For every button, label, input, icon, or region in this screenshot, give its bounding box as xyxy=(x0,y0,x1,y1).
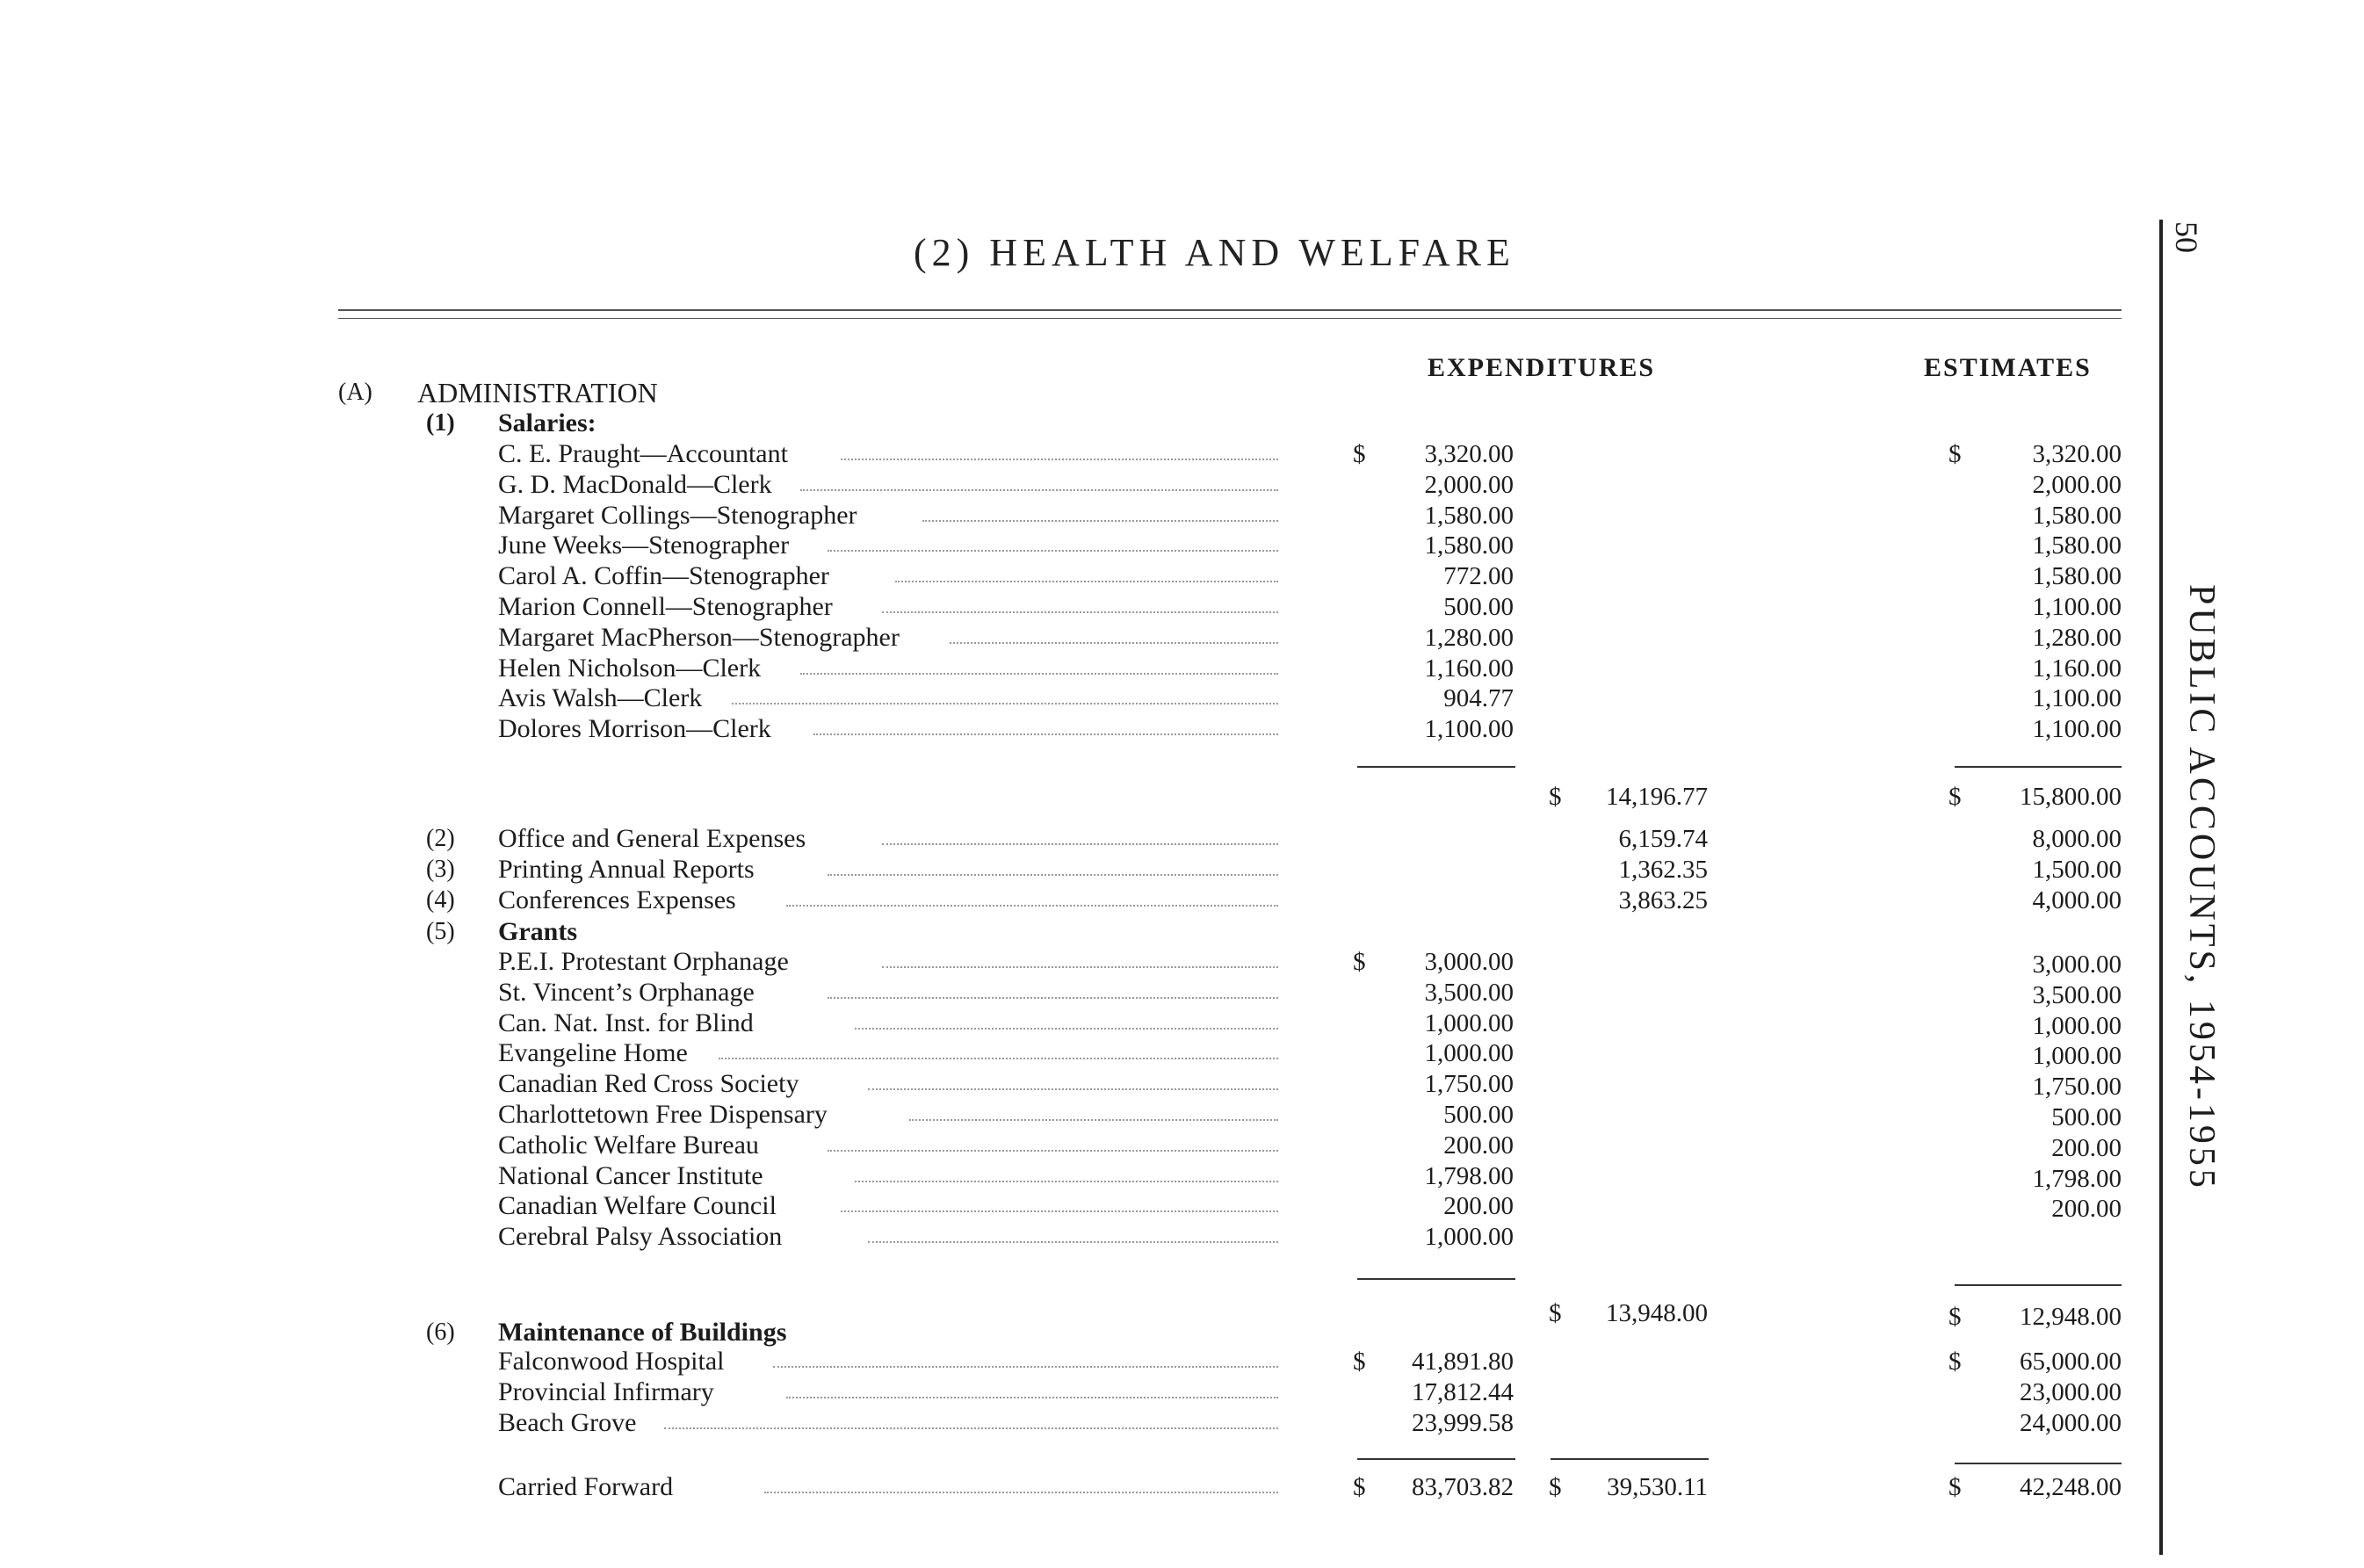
estimate-cell xyxy=(0,1225,2364,1254)
salaries-header xyxy=(0,408,2364,438)
estimate-amount: 3,000.00 xyxy=(2032,950,2122,979)
estimate-cell xyxy=(0,1194,2364,1224)
expenditure-amount: 2,000.00 xyxy=(1424,470,1514,499)
expenditure-amount: 200.00 xyxy=(1443,1192,1514,1221)
salaries-total-exp: 14,196.77 xyxy=(1606,783,1708,811)
estimate-amount: 1,100.00 xyxy=(2032,715,2122,744)
salaries-total-est: 15,800.00 xyxy=(2020,783,2122,811)
item-label: Printing Annual Reports xyxy=(498,855,755,884)
expenditure-amount: 500.00 xyxy=(1443,1101,1514,1129)
estimate-amount: 4,000.00 xyxy=(2032,886,2122,914)
item-label: Salaries: xyxy=(498,408,596,437)
item-code: (2) xyxy=(426,825,455,852)
item-label: Maintenance of Buildings xyxy=(498,1318,787,1347)
expenditure-amount: 1,000.00 xyxy=(1424,1008,1514,1037)
expenditure-amount: 1,798.00 xyxy=(1424,1161,1514,1190)
estimate-cell xyxy=(0,977,2364,1010)
carried-forward-label: Carried Forward xyxy=(498,1472,674,1501)
item-code: (3) xyxy=(426,856,455,883)
item-code: (4) xyxy=(426,886,455,914)
maintenance-header xyxy=(0,1318,2364,1348)
carried-forward-row xyxy=(0,1472,2364,1502)
item-label: Conferences Expenses xyxy=(498,885,736,914)
leader-dots xyxy=(786,905,1278,907)
page-title: (2) HEALTH AND WELFARE xyxy=(914,231,1515,274)
estimate-amount: 1,000.00 xyxy=(2032,1042,2122,1071)
estimate-amount: 1,160.00 xyxy=(2032,654,2122,683)
dollar-sign: $ xyxy=(1948,440,1962,468)
estimate-cell xyxy=(0,950,2364,979)
leader-dots xyxy=(800,673,1278,675)
section-header xyxy=(0,378,2364,408)
expenditure-amount: 1,000.00 xyxy=(1424,1039,1514,1068)
estimate-amount: 2,000.00 xyxy=(2032,470,2122,499)
leader-dots xyxy=(786,1397,1278,1398)
item-label: June Weeks—Stenographer xyxy=(498,531,790,560)
side-title: PUBLIC ACCOUNTS, 1954-1955 xyxy=(2181,584,2222,1191)
estimate-amount: 1,798.00 xyxy=(2032,1164,2122,1193)
title-rule-2 xyxy=(338,318,2122,319)
subtotal-rule-est xyxy=(1955,1463,2122,1464)
leader-dots xyxy=(813,733,1278,735)
item-label: Falconwood Hospital xyxy=(498,1347,725,1376)
leader-dots xyxy=(828,874,1278,876)
salary-row xyxy=(0,470,2364,500)
expenditure-amount: 200.00 xyxy=(1443,1131,1514,1160)
maintenance-row xyxy=(0,1377,2364,1407)
estimate-amount: 1,500.00 xyxy=(2032,856,2122,884)
salary-row xyxy=(0,654,2364,683)
estimate-amount: 3,500.00 xyxy=(2032,980,2122,1009)
estimate-amount: 1,580.00 xyxy=(2032,501,2122,530)
dollar-sign: $ xyxy=(1948,783,1962,811)
subtotal-rule xyxy=(1357,766,1515,768)
expenditure-amount: 1,580.00 xyxy=(1424,531,1514,560)
expenditure-amount: 500.00 xyxy=(1443,593,1514,621)
leader-dots xyxy=(828,550,1278,552)
salary-row xyxy=(0,561,2364,591)
leader-dots xyxy=(800,489,1278,491)
estimate-amount: 1,580.00 xyxy=(2032,531,2122,560)
estimate-amount: 500.00 xyxy=(2051,1103,2122,1131)
dollar-sign: $ xyxy=(1549,1473,1562,1501)
maintenance-row xyxy=(0,1408,2364,1438)
estimates-header: ESTIMATES xyxy=(1924,353,2092,382)
estimate-amount: 1,580.00 xyxy=(2032,562,2122,591)
carried-forward-est: 42,248.00 xyxy=(2020,1473,2122,1501)
item-label: Margaret Collings—Stenographer xyxy=(498,500,857,530)
item-label: P.E.I. Protestant Orphanage xyxy=(498,947,789,976)
expenditure-amount: 41,891.80 xyxy=(1412,1348,1514,1376)
expenditure-amount: 3,500.00 xyxy=(1424,978,1514,1007)
item-label: Evangeline Home xyxy=(498,1038,688,1068)
item-label: Grants xyxy=(498,917,577,946)
leader-dots xyxy=(882,611,1278,613)
expenditure-amount: 1,160.00 xyxy=(1424,654,1514,683)
subtotal-rule xyxy=(1357,1458,1515,1460)
item-label: Can. Nat. Inst. for Blind xyxy=(498,1008,754,1037)
estimate-amount: 3,320.00 xyxy=(2032,440,2122,468)
item-label: G. D. MacDonald—Clerk xyxy=(498,469,772,499)
item-label: Helen Nicholson—Clerk xyxy=(498,653,762,683)
salary-row xyxy=(0,714,2364,744)
estimate-amount: 24,000.00 xyxy=(2020,1408,2122,1437)
leader-dots xyxy=(950,642,1278,644)
dollar-sign: $ xyxy=(1353,1473,1366,1501)
dollar-sign: $ xyxy=(1948,1348,1962,1376)
expenditure-amount: 772.00 xyxy=(1443,562,1514,591)
dollar-sign: $ xyxy=(1948,1473,1962,1501)
estimate-cell xyxy=(0,1102,2364,1132)
expense-row xyxy=(0,855,2364,885)
item-label: Catholic Welfare Bureau xyxy=(498,1130,759,1160)
expenditure-amount: 3,863.25 xyxy=(1618,886,1708,914)
expense-row xyxy=(0,885,2364,915)
item-label: C. E. Praught—Accountant xyxy=(498,439,788,468)
page-number: 50 xyxy=(2169,221,2204,253)
leader-dots xyxy=(922,520,1278,522)
subtotal-rule-est xyxy=(1955,766,2122,768)
leader-dots xyxy=(895,581,1278,582)
expenditure-amount: 3,000.00 xyxy=(1424,948,1514,976)
expenditure-amount: 17,812.44 xyxy=(1412,1377,1514,1406)
expenditure-amount: 3,320.00 xyxy=(1424,440,1514,468)
item-label: Carol A. Coffin—Stenographer xyxy=(498,561,829,591)
expenditure-amount: 1,100.00 xyxy=(1424,715,1514,744)
item-label: Marion Connell—Stenographer xyxy=(498,592,833,621)
dollar-sign: $ xyxy=(1353,440,1366,468)
estimate-amount: 200.00 xyxy=(2051,1133,2122,1162)
item-code: (5) xyxy=(426,918,455,945)
estimate-amount: 8,000.00 xyxy=(2032,825,2122,853)
salary-row xyxy=(0,439,2364,469)
grants-total-est: 12,948.00 xyxy=(2020,1303,2122,1331)
subtotal-rule-est xyxy=(1955,1284,2122,1286)
dollar-sign: $ xyxy=(1948,1303,1962,1331)
item-label: Canadian Red Cross Society xyxy=(498,1069,799,1099)
estimate-amount: 200.00 xyxy=(2051,1195,2122,1224)
leader-dots xyxy=(664,1427,1278,1429)
expenditure-amount: 1,580.00 xyxy=(1424,501,1514,530)
leader-dots xyxy=(732,703,1278,705)
item-label: Beach Grove xyxy=(498,1407,637,1437)
estimate-cell xyxy=(0,1041,2364,1071)
estimate-amount: 1,100.00 xyxy=(2032,593,2122,621)
salary-row xyxy=(0,683,2364,713)
item-label: Avis Walsh—Clerk xyxy=(498,683,703,713)
dollar-sign: $ xyxy=(1549,783,1562,811)
subtotal-rule xyxy=(1551,1458,1709,1460)
expenditure-amount: 1,280.00 xyxy=(1424,623,1514,652)
estimate-amount: 65,000.00 xyxy=(2020,1348,2122,1376)
estimate-cell xyxy=(0,1011,2364,1041)
item-label: Charlottetown Free Dispensary xyxy=(498,1100,828,1129)
estimate-amount: 1,280.00 xyxy=(2032,623,2122,652)
dollar-sign: $ xyxy=(1353,1348,1366,1376)
item-label: Cerebral Palsy Association xyxy=(498,1222,783,1252)
item-code: (1) xyxy=(426,409,455,437)
leader-dots xyxy=(764,1492,1278,1493)
expenditure-amount: 1,750.00 xyxy=(1424,1070,1514,1099)
carried-forward-exp-total: 39,530.11 xyxy=(1607,1473,1708,1501)
dollar-sign: $ xyxy=(1353,948,1366,976)
salary-row xyxy=(0,623,2364,653)
item-label: National Cancer Institute xyxy=(498,1160,763,1190)
expenditure-amount: 1,362.35 xyxy=(1618,856,1708,884)
grants-header xyxy=(0,917,2364,947)
expense-row xyxy=(0,824,2364,854)
expenditure-amount: 6,159.74 xyxy=(1618,825,1708,853)
estimate-amount: 1,100.00 xyxy=(2032,684,2122,713)
expenditure-amount: 1,000.00 xyxy=(1424,1223,1514,1252)
item-code: (6) xyxy=(426,1319,455,1346)
estimate-cell xyxy=(0,1130,2364,1163)
maintenance-row xyxy=(0,1347,2364,1377)
expenditure-amount: 23,999.58 xyxy=(1412,1408,1514,1437)
estimate-amount: 23,000.00 xyxy=(2020,1377,2122,1406)
section-code: (A) xyxy=(338,379,372,406)
salary-row xyxy=(0,531,2364,560)
title-rule xyxy=(338,309,2122,311)
item-label: St. Vincent’s Orphanage xyxy=(498,977,755,1007)
subtotal-rule xyxy=(1357,1278,1515,1280)
section-label: ADMINISTRATION xyxy=(417,377,658,408)
estimate-amount: 1,000.00 xyxy=(2032,1011,2122,1040)
leader-dots xyxy=(773,1366,1278,1368)
dollar-sign: $ xyxy=(1549,1299,1562,1327)
salary-row xyxy=(0,501,2364,531)
salaries-total-row xyxy=(0,782,2364,812)
item-label: Office and General Expenses xyxy=(498,824,806,853)
leader-dots xyxy=(841,459,1278,460)
item-label: Dolores Morrison—Clerk xyxy=(498,714,771,744)
expenditures-header: EXPENDITURES xyxy=(1428,353,1656,382)
carried-forward-exp-inner: 83,703.82 xyxy=(1412,1473,1514,1501)
salary-row xyxy=(0,592,2364,622)
estimate-cell xyxy=(0,1164,2364,1194)
expenditure-amount: 904.77 xyxy=(1443,684,1514,713)
grants-total-exp: 13,948.00 xyxy=(1606,1299,1708,1327)
leader-dots xyxy=(882,843,1278,845)
estimate-amount: 1,750.00 xyxy=(2032,1073,2122,1102)
item-label: Provincial Infirmary xyxy=(498,1377,714,1406)
estimate-cell xyxy=(0,1072,2364,1102)
item-label: Margaret MacPherson—Stenographer xyxy=(498,622,900,652)
item-label: Canadian Welfare Council xyxy=(498,1191,777,1221)
